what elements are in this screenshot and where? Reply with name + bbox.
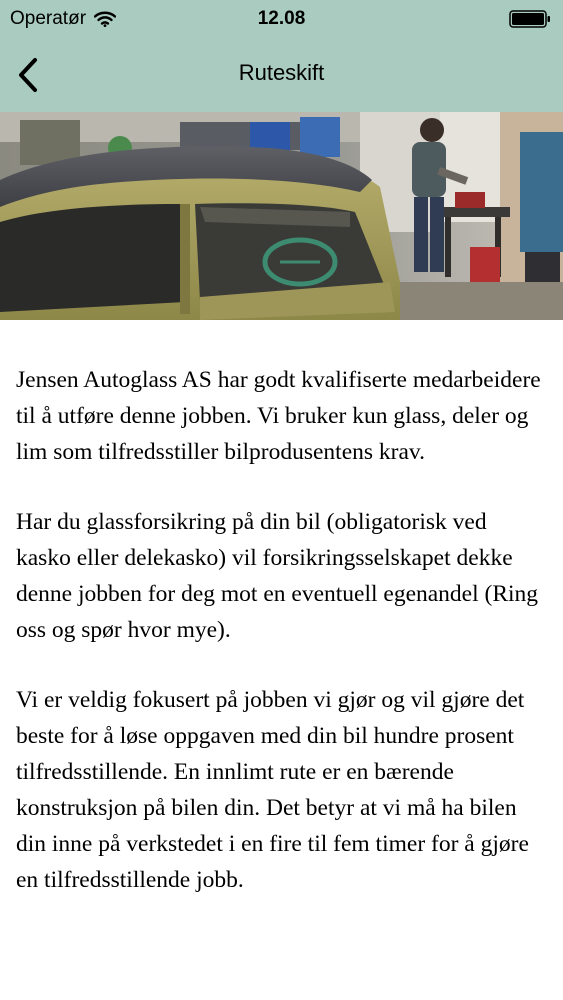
page-title: Ruteskift <box>238 60 325 85</box>
status-time: 12.08 <box>257 8 306 29</box>
navigation-bar <box>0 38 563 112</box>
carrier-label: Operatør <box>10 8 87 29</box>
status-bar <box>0 0 563 38</box>
hero-image <box>0 112 563 320</box>
top-bar <box>0 0 563 112</box>
paragraph-focus-quality: Vi er veldig fokusert på jobben vi gjør og vil gjøre det beste for å løse oppgaven med din bil hundre prosent tilfredsstillende. En innlimt rute er en bærende konstruksjon på bilen din. Det betyr at vi må ha bilen din inne på verkstedet i en fire til fem timer for å gjøre en tilfredsstillende jobb. <box>16 687 529 893</box>
workshop-photo <box>0 112 563 320</box>
battery-icon <box>509 10 551 28</box>
article-content <box>0 320 563 898</box>
paragraph-qualified-staff: Jensen Autoglass AS har godt kvalifiserte medarbeidere til å utføre denne jobben. Vi bruker kun glass, deler og lim som tilfredsstiller bilprodusentens krav. <box>16 367 541 465</box>
paragraph-glass-insurance: Har du glassforsikring på din bil (obligatorisk ved kasko eller delekasko) vil forsikringsselskapet dekke denne jobben for deg mot en eventuell egenandel (Ring oss og spør hvor mye). <box>16 509 539 643</box>
